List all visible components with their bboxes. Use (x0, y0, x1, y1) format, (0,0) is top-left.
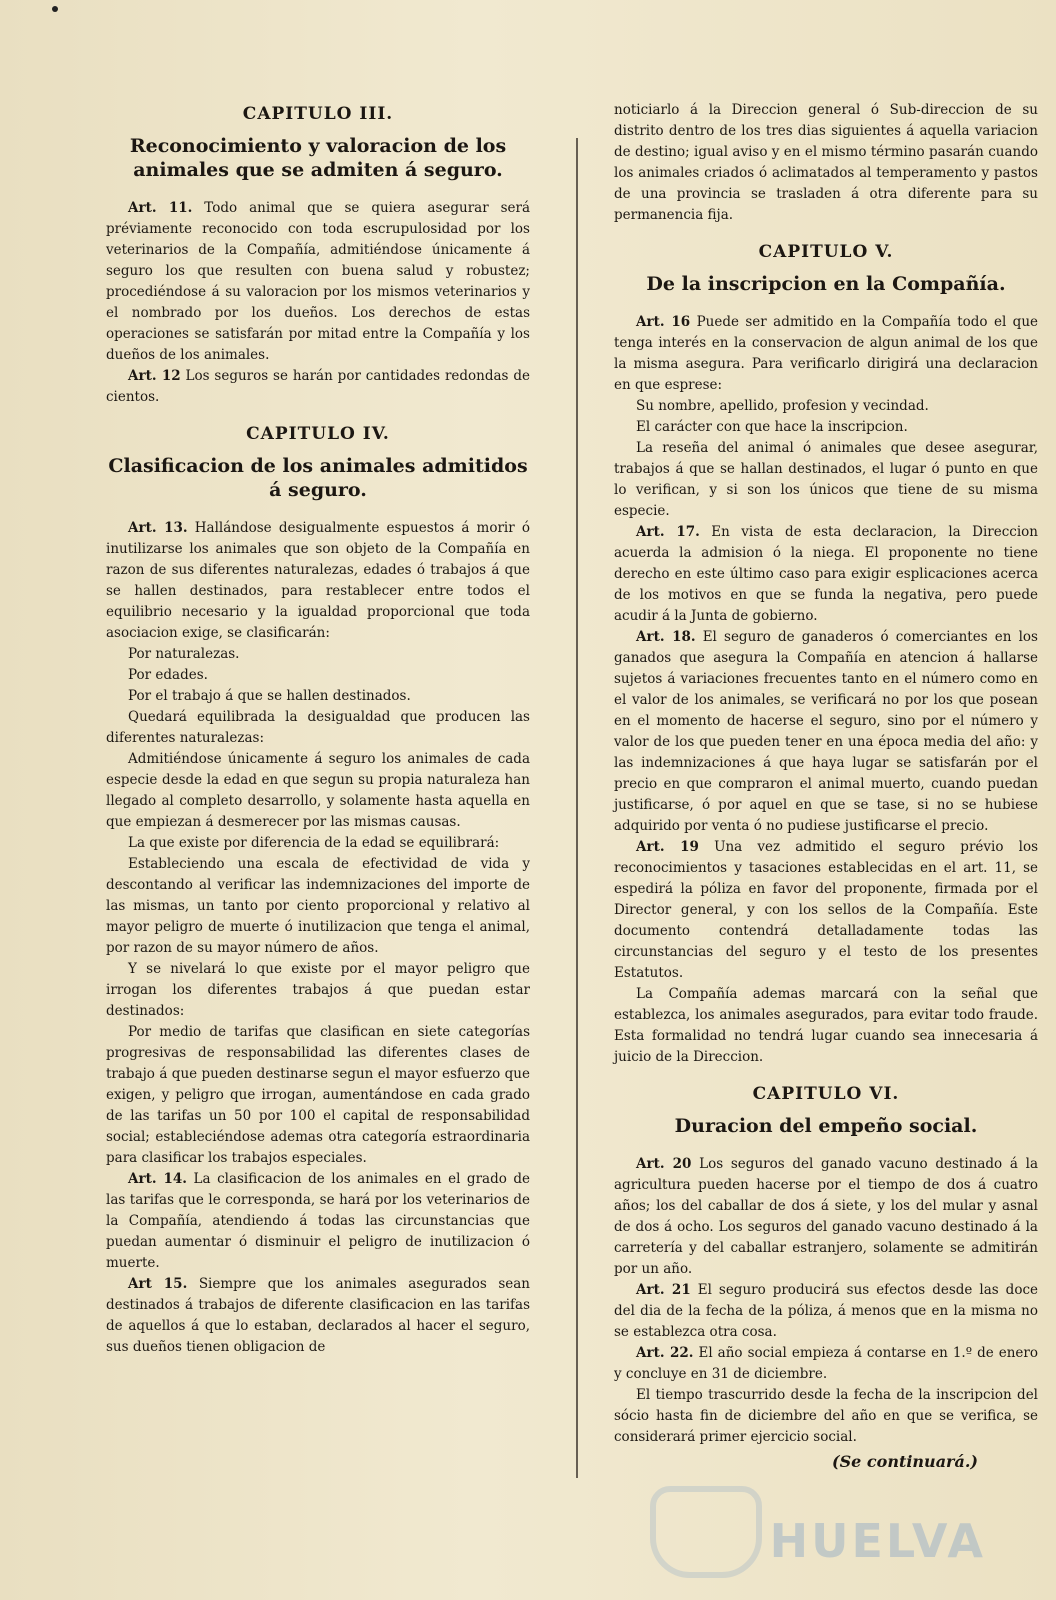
art-22-label: Art. 22. (636, 1345, 694, 1361)
art-13-text: Hallándose desigualmente espuestos á morir ó inutilizarse los animales que son objeto de la Compañía en razon de sus diferentes naturalezas, edades ó trabajos á que se hallen destinados, para restablecer entre todos el equilibrio necesario y la igualdad proporcional que toda asociacion exige, se clasificarán: (106, 520, 530, 641)
art-13-label: Art. 13. (128, 520, 188, 536)
paragraph: Admitiéndose únicamente á seguro los animales de cada especie desde la edad en que segun su propia naturaleza han llegado al completo desarrollo, y solamente hasta aquella en que empiezan á desmerecer por las mismas causas. (106, 751, 530, 830)
art-16-text: Puede ser admitido en la Compañía todo el que tenga interés en la conservacion de algun animal de los que la misma asegura. Para verificarlo dirigirá una declaracion en que esprese: (614, 314, 1038, 393)
art-11-text: Todo animal que se quiera asegurar será préviamente reconocido con toda escrupulosidad por los veterinarios de la Compañía, admitiéndose únicamente á seguro los que resulten con buena salud y robustez; procediéndose á su valoracion por los mismos veterinarios y el nombrado por los dueños. Los derechos de estas operaciones se satisfarán por mitad entre la Compañía y los dueños de los animales. (106, 200, 530, 363)
paragraph: Quedará equilibrada la desigualdad que producen las diferentes naturalezas: (106, 709, 530, 746)
art-22-text: El año social empieza á contarse en 1.º de enero y concluye en 31 de diciembre. (614, 1345, 1038, 1382)
art-17-label: Art. 17. (636, 524, 700, 540)
art-19-text: Una vez admitido el seguro prévio los reconocimientos y tasaciones establecidas en el art. 11, se espedirá la póliza en favor del proponente, firmada por el Director general, y con los sellos de la Compañía. Este documento contendrá detalladamente todas las circunstancias del seguro y el testo de los presentes Estatutos. (614, 839, 1039, 981)
art-14-label: Art. 14. (128, 1171, 187, 1187)
chapter-6-title: Duracion del empeño social. (674, 1115, 978, 1137)
right-column (614, 100, 1038, 1471)
list-item: El carácter con que hace la inscripcion. (636, 419, 908, 435)
chapter-3-heading: CAPITULO III. (242, 104, 394, 124)
chapter-4-title: Clasificacion de los animales admitidos á seguro. (108, 455, 528, 501)
continued-paragraph: noticiarlo á la Direccion general ó Sub-direccion de su distrito dentro de los tres dias siguientes á aquella variacion de destino; igual aviso y en el mismo término pasarán cuando los animales criados ó aclimatados al temperamento y pastos de una provincia se trasladen á otra diferente para su permanencia fija. (614, 102, 1038, 223)
paragraph: La que existe por diferencia de la edad se equilibrará: (128, 835, 500, 851)
archive-emblem-icon (650, 1486, 762, 1578)
art-22 (614, 1343, 1038, 1385)
art-15-text: Siempre que los animales asegurados sean destinados á trabajos de diferente clasificacion en las tarifas de aquellos á que lo estaban, declarados al hacer el seguro, sus dueños tienen obligacion de (106, 1276, 530, 1355)
art-18-text: El seguro de ganaderos ó comerciantes en los ganados que asegura la Compañía en atencion á hallarse sujetos á variaciones frecuentes tanto en el número como en el valor de los animales, se verificará no por los que posean en el momento de hacerse el seguro, sino por el número y valor de los que pueden tener en una época media del año: y las indemnizaciones á que haya lugar se satisfarán por el precio en que compraron el animal muerto, cuando puedan justificarse, ó por aquel en que se tase, si no se hubiese adquirido por venta ó no pudiese justificarse el precio. (614, 629, 1038, 834)
archive-watermark: HUELVA (769, 1514, 986, 1568)
art-19 (614, 837, 1038, 984)
art-17 (614, 522, 1038, 627)
paragraph: Estableciendo una escala de efectividad de vida y descontando al verificar las indemnizaciones del importe de las mismas, un tanto por ciento proporcional y relativo al mayor peligro de muerte ó inutilizacion que tenga el animal, por razon de su mayor número de años. (106, 856, 530, 956)
list-item: La reseña del animal ó animales que desee asegurar, trabajos á que se hallan destinados, el lugar ó punto en que lo verifican, y si son los únicos que tiene de su misma especie. (614, 440, 1038, 519)
list-item: Su nombre, apellido, profesion y vecindad. (636, 398, 929, 414)
art-15 (106, 1274, 530, 1358)
art-15-label: Art 15. (128, 1276, 188, 1292)
list-item: Por edades. (128, 667, 208, 683)
art-12-text: Los seguros se harán por cantidades redondas de cientos. (106, 368, 530, 405)
art-11 (106, 198, 530, 366)
chapter-5-heading: CAPITULO V. (758, 242, 894, 262)
chapter-5-title: De la inscripcion en la Compañía. (646, 273, 1006, 295)
paragraph: La Compañía ademas marcará con la señal que establezca, los animales asegurados, para evitar todo fraude. Esta formalidad no tendrá lugar cuando sea innecesaria á juicio de la Direccion. (614, 986, 1038, 1065)
art-11-label: Art. 11. (128, 200, 193, 216)
art-17-text: En vista de esta declaracion, la Direccion acuerda la admision ó la niega. El proponente no tiene derecho en este último caso para exigir esplicaciones acerca de los motivos en que se funda la negativa, pero puede acudir á la Junta de gobierno. (614, 524, 1038, 624)
art-12 (106, 366, 530, 408)
art-13 (106, 518, 530, 644)
continuation-note: (Se continuará.) (832, 1452, 978, 1471)
art-18-label: Art. 18. (636, 629, 696, 645)
paragraph: Por medio de tarifas que clasifican en siete categorías progresivas de responsabilidad las diferentes clases de trabajo á que pueden destinarse segun el mayor esfuerzo que exigen, y peligro que irrogan, aumentándose en cada grado de las tarifas un 50 por 100 el capital de responsabilidad social; estableciéndose ademas otra categoría estraordinaria para clasificar los trabajos especiales. (106, 1024, 530, 1166)
art-21 (614, 1280, 1038, 1343)
art-21-label: Art. 21 (636, 1282, 691, 1298)
left-column (106, 96, 530, 1358)
paragraph: El tiempo trascurrido desde la fecha de la inscripcion del sócio hasta fin de diciembre del año en que se verifica, se considerará primer ejercicio social. (614, 1387, 1038, 1445)
art-18 (614, 627, 1038, 837)
art-16-label: Art. 16 (636, 314, 691, 330)
paragraph: Y se nivelará lo que existe por el mayor peligro que irrogan los diferentes trabajos á que puedan estar destinados: (106, 961, 530, 1019)
art-16 (614, 312, 1038, 396)
art-21-text: El seguro producirá sus efectos desde las doce del dia de la fecha de la póliza, á menos que en la misma no se establezca otra cosa. (614, 1282, 1038, 1340)
chapter-6-heading: CAPITULO VI. (752, 1084, 900, 1104)
list-item: Por el trabajo á que se hallen destinados. (128, 688, 411, 704)
art-14-text: La clasificacion de los animales en el grado de las tarifas que le corresponda, se hará por los veterinarios de la Compañía, atendiendo á todas las circunstancias que puedan aumentar ó disminuir el peligro de inutilizacion ó muerte. (106, 1171, 531, 1271)
art-14 (106, 1169, 530, 1274)
art-19-label: Art. 19 (636, 839, 699, 855)
art-12-label: Art. 12 (128, 368, 181, 384)
chapter-3-title: Reconocimiento y valoracion de los animales que se admiten á seguro. (129, 135, 507, 181)
ink-dot (52, 6, 58, 12)
list-item: Por naturalezas. (128, 646, 240, 662)
column-divider (576, 138, 578, 1478)
art-20 (614, 1154, 1038, 1280)
art-20-text: Los seguros del ganado vacuno destinado á la agricultura pueden hacerse por el tiempo de dos á cuatro años; los del caballar de dos á siete, y los del mular y asnal de dos á ocho. Los seguros del ganado vacuno destinado á la carretería y del caballar estranjero, solamente se admitirán por un año. (614, 1156, 1039, 1277)
art-20-label: Art. 20 (636, 1156, 692, 1172)
chapter-4-heading: CAPITULO IV. (246, 424, 390, 444)
